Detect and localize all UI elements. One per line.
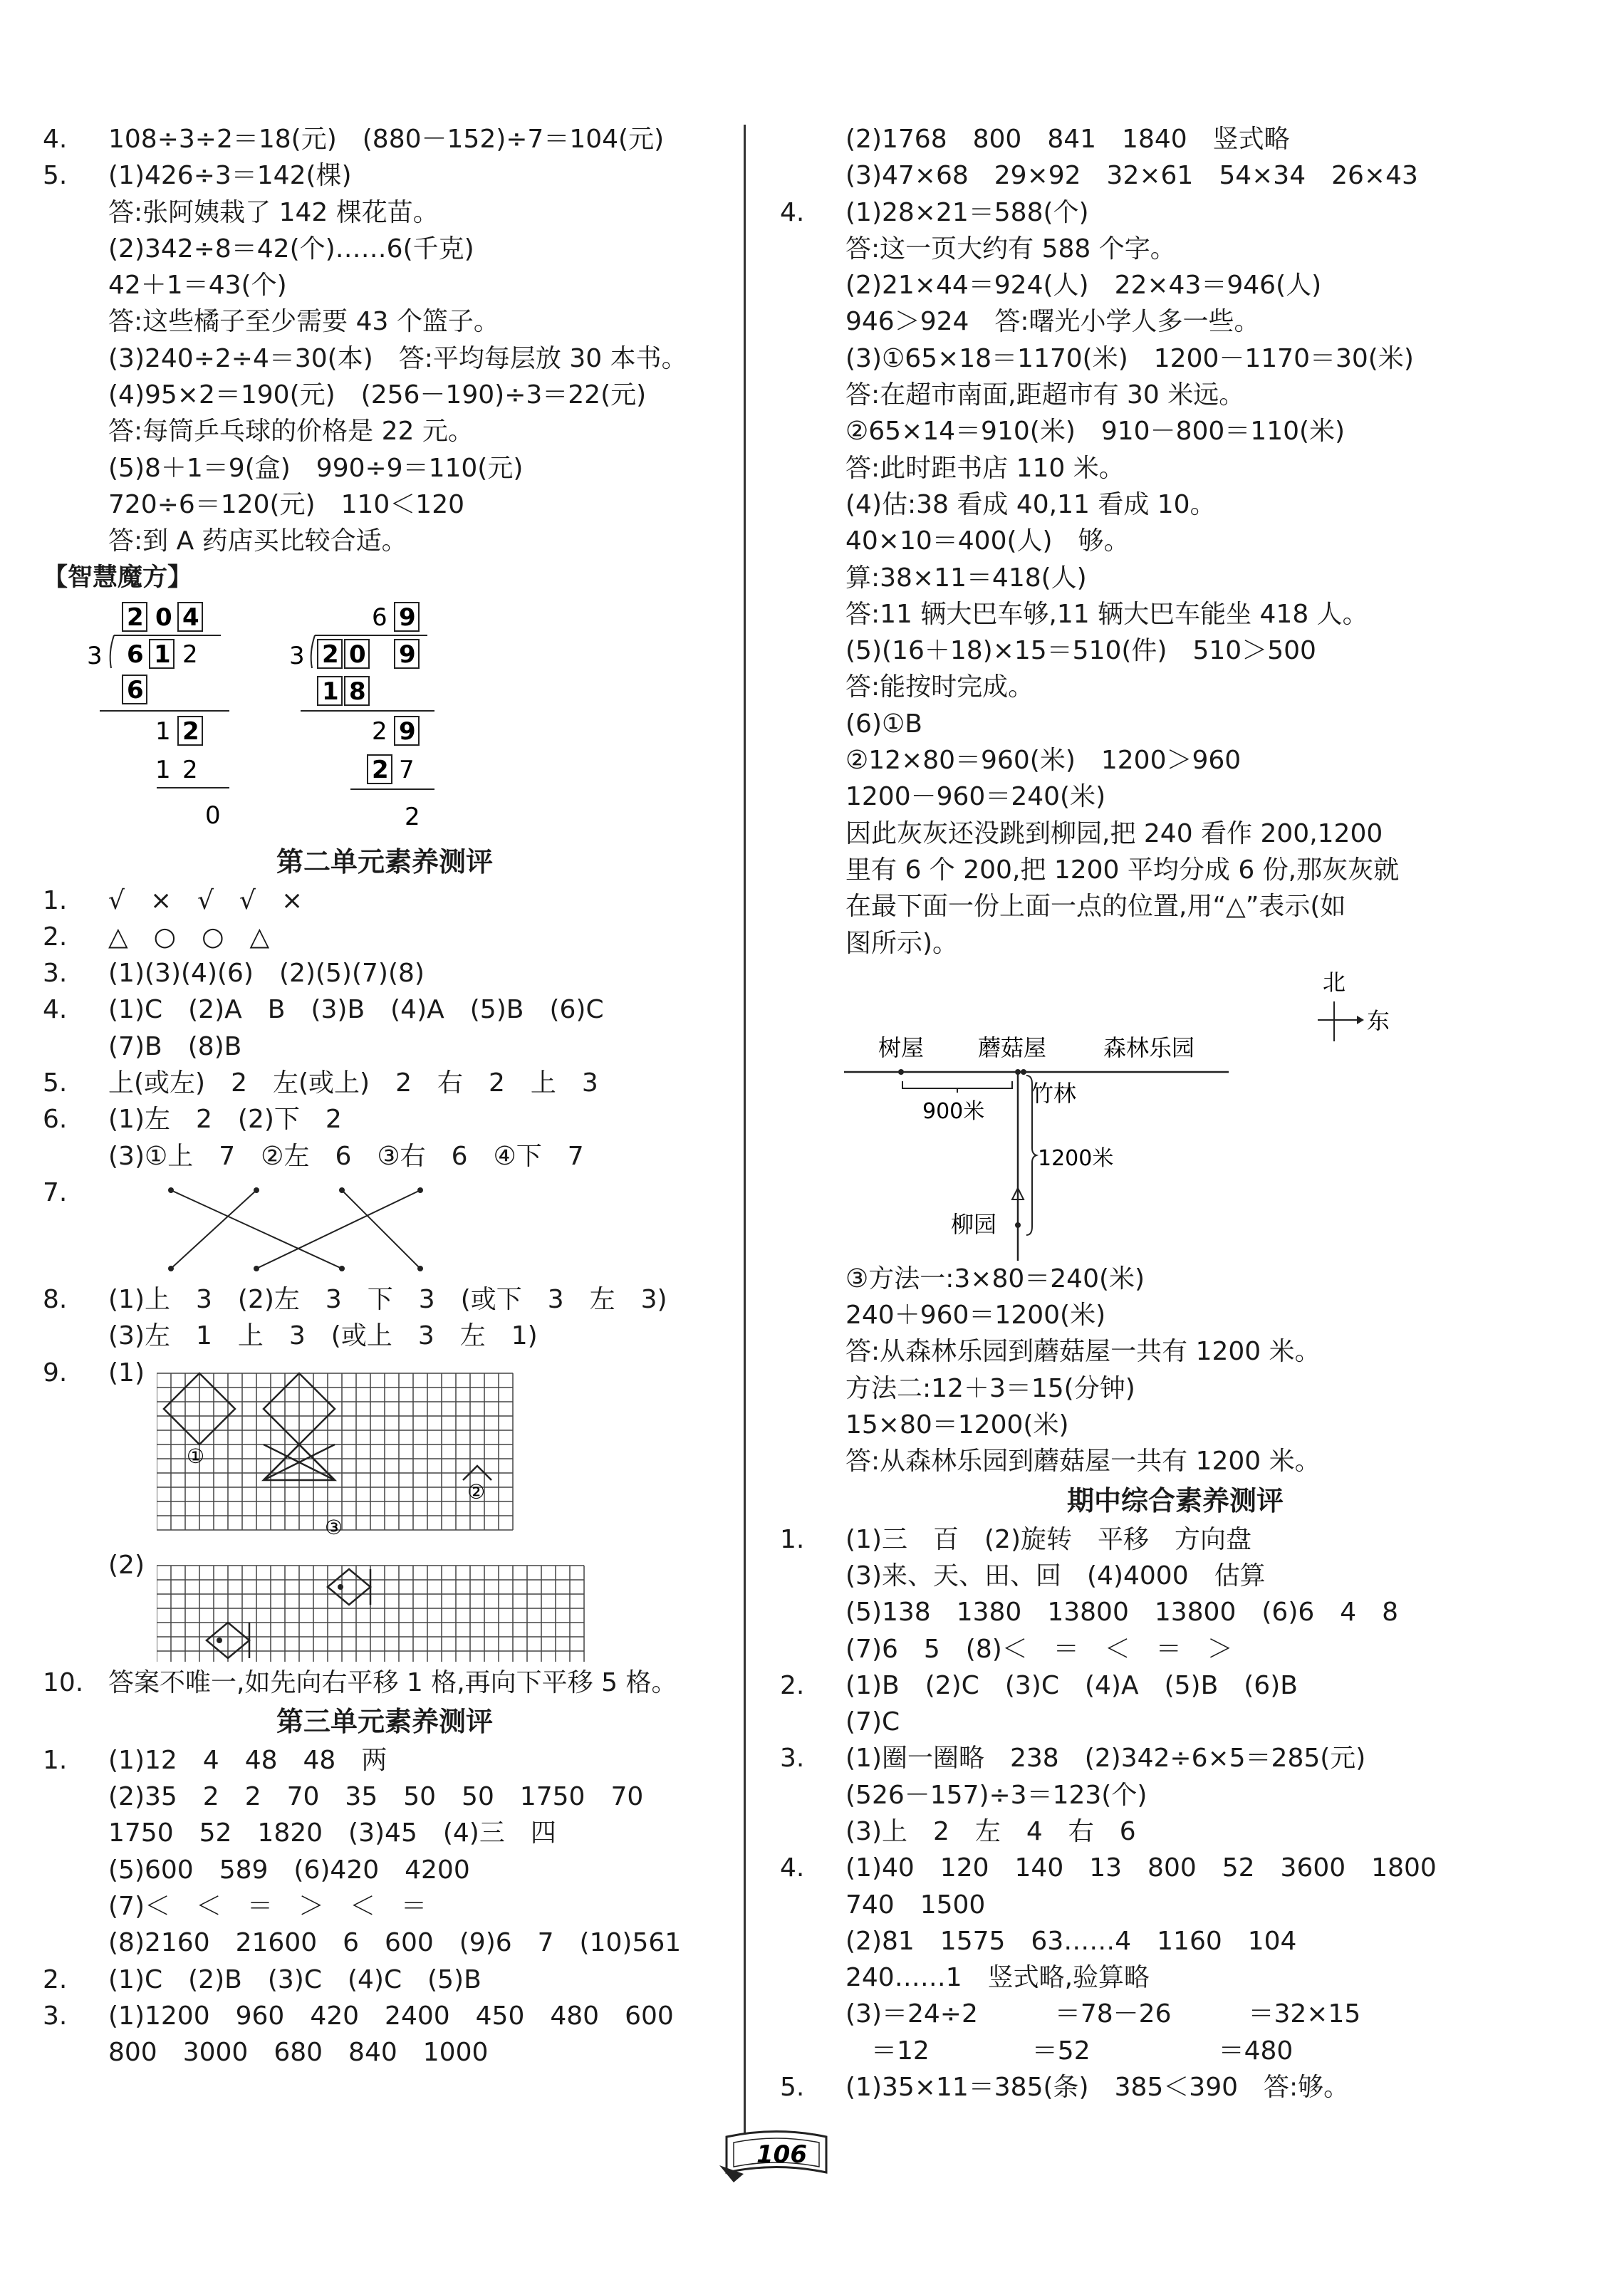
answer-text: (1)28×21＝588(个)	[845, 197, 1089, 227]
d1-digit-b: 1	[154, 640, 171, 669]
answer-line	[43, 450, 727, 486]
q7-matching-lines	[121, 1175, 477, 1281]
answer-line	[43, 377, 727, 413]
answer-text: ③方法一:3×80＝240(米)	[845, 1264, 1145, 1293]
grid-label-3: ③	[325, 1515, 343, 1539]
answer-line	[780, 779, 1571, 815]
answer-text: (1)426÷3＝142(棵)	[108, 161, 352, 191]
unit2-answer-text: △ ○ ○ △	[108, 922, 270, 952]
answer-text: 42＋1＝43(个)	[108, 271, 287, 301]
answer-line	[780, 816, 1571, 852]
midterm-answer-text: 740 1500	[845, 1890, 986, 1920]
answer-text: 里有 6 个 200,把 1200 平均分成 6 份,那灰灰就	[845, 855, 1400, 885]
answer-text: 答:从森林乐园到蘑菇屋一共有 1200 米。	[845, 1447, 1321, 1477]
unit2-answer-line	[43, 991, 727, 1028]
unit3-answer-text: 800 3000 680 840 1000	[108, 2038, 489, 2068]
q2-digit-a: 6	[372, 603, 387, 632]
answer-line	[780, 596, 1571, 632]
unit2-title: 第二单元素养测评	[276, 845, 493, 878]
unit3-answer-line	[43, 1888, 727, 1925]
midterm-answer-text: (7)C	[845, 1707, 900, 1737]
unit2-answer-text: (3)左 1 上 3 (或上 3 左 1)	[108, 1321, 538, 1351]
unit3-answer-number: 1.	[43, 1745, 68, 1775]
answer-line	[780, 523, 1571, 559]
answer-text: 答:这一页大约有 588 个字。	[845, 234, 1176, 264]
unit3-answer-line	[43, 2034, 727, 2071]
answer-text: 15×80＝1200(米)	[845, 1410, 1069, 1440]
s1b-digit-b: 8	[349, 677, 366, 706]
answer-text: 答:这些橘子至少需要 43 个篮子。	[108, 307, 499, 337]
d1-digit-c: 2	[182, 640, 198, 669]
unit2-answer-number: 5.	[43, 1068, 68, 1098]
midterm-answer-text: ＝12 ＝52 ＝480	[845, 2036, 1294, 2066]
right-answers-part1	[780, 121, 1571, 962]
answer-line	[780, 377, 1571, 413]
unit2-answer-line	[43, 1281, 727, 1318]
midterm-answer-text: (2)81 1575 63……4 1160 104	[845, 1926, 1297, 1956]
answer-line	[43, 194, 727, 231]
answer-line	[780, 1443, 1571, 1479]
answer-line	[780, 450, 1571, 486]
midterm-answer-text: (1)35×11＝385(条) 385＜390 答:够。	[845, 2073, 1350, 2103]
unit3-answer-text: (1)1200 960 420 2400 450 480 600	[108, 2001, 674, 2031]
s1b-digit-a: 1	[322, 677, 339, 706]
moguwu-label: 蘑菇屋	[978, 1034, 1047, 1061]
midterm-answer-line	[780, 1813, 1571, 1850]
midterm-answer-line	[780, 1521, 1571, 1558]
r1-digit-b: 2	[182, 717, 199, 746]
midterm-answer-text: (1)40 120 140 13 800 52 3600 1800	[845, 1853, 1437, 1883]
answer-text: (5)(16＋18)×15＝510(件) 510＞500	[845, 636, 1316, 666]
midterm-answer-text: (7)6 5 (8)＜ ＝ ＜ ＝ ＞	[845, 1634, 1233, 1664]
answer-text: 答:每筒乒乓球的价格是 22 元。	[108, 417, 474, 447]
s2b-digit-b: 7	[399, 755, 415, 784]
midterm-answer-line	[780, 1667, 1571, 1704]
answer-text: 答:张阿姨栽了 142 棵花苗。	[108, 197, 439, 227]
divisor-2: 3	[289, 641, 305, 670]
answer-line	[780, 852, 1571, 888]
unit2-answer-text: √ × √ √ ×	[108, 885, 303, 915]
answer-line	[780, 560, 1571, 596]
r1b-digit-a: 2	[372, 717, 387, 746]
unit3-answer-text: 1750 52 1820 (3)45 (4)三 四	[108, 1818, 556, 1848]
unit3-answer-text: (1)12 4 48 48 两	[108, 1745, 387, 1775]
unit3-answer-number: 2.	[43, 1964, 68, 1994]
unit3-answer-text: (1)C (2)B (3)C (4)C (5)B	[108, 1964, 482, 1994]
midterm-answer-line	[780, 2069, 1571, 2105]
unit3-title: 第三单元素养测评	[276, 1705, 493, 1737]
unit3-answer-text: (7)＜ ＜ ＝ ＞ ＜ ＝	[108, 1892, 427, 1922]
unit2-answer-line	[43, 883, 727, 919]
answer-text: (3)①65×18＝1170(米) 1200－1170＝30(米)	[845, 343, 1414, 373]
answer-line	[43, 303, 727, 340]
r1-digit-a: 1	[155, 717, 171, 746]
unit3-answer-line	[43, 1815, 727, 1851]
unit2-answer-line	[43, 955, 727, 991]
midterm-answer-line	[780, 1887, 1571, 1923]
midterm-answer-text: (3)上 2 左 4 右 6	[845, 1816, 1136, 1846]
answer-line	[43, 413, 727, 449]
midterm-answer-number: 5.	[780, 2073, 805, 2103]
unit3-answer-line	[43, 1962, 727, 1998]
midterm-answer-line	[780, 1996, 1571, 2032]
unit2-answer-text: (3)①上 7 ②左 6 ③右 6 ④下 7	[108, 1141, 584, 1171]
answer-text: 108÷3÷2＝18(元) (880－152)÷7＝104(元)	[108, 125, 665, 154]
answer-text: 答:在超市南面,距超市有 30 米远。	[845, 380, 1245, 410]
unit3-answer-text: (5)600 589 (6)420 4200	[108, 1855, 470, 1885]
answer-line	[780, 925, 1571, 962]
midterm-answer-line	[780, 1704, 1571, 1740]
right-column	[780, 121, 1571, 2105]
answer-line	[780, 1370, 1571, 1407]
q1-digit-c: 4	[182, 603, 199, 632]
unit2-answer-line	[43, 1318, 727, 1354]
q10-text: 答案不唯一,如先向右平移 1 格,再向下平移 5 格。	[108, 1667, 677, 1697]
answer-line	[43, 157, 727, 194]
midterm-answer-line	[780, 1923, 1571, 1959]
answer-line	[780, 486, 1571, 523]
answer-text: 答:能按时完成。	[845, 672, 1034, 702]
d2-digit-b: 0	[349, 640, 366, 669]
midterm-answer-text: (526－157)÷3＝123(个)	[845, 1780, 1147, 1810]
unit2-answer-line	[43, 1138, 727, 1175]
answer-text: (6)①B	[845, 709, 922, 739]
unit2-answer-text: (1)左 2 (2)下 2	[108, 1105, 342, 1135]
liuyuan-label: 柳园	[951, 1210, 997, 1238]
unit2-answer-line	[43, 1065, 727, 1101]
answer-text: ②65×14＝910(米) 910－800＝110(米)	[845, 417, 1345, 447]
page-number: 106	[756, 2140, 807, 2169]
midterm-answer-text: (1)圈一圈略 238 (2)342÷6×5＝285(元)	[845, 1744, 1366, 1774]
unit3-answer-number: 3.	[43, 2001, 68, 2031]
unit2-answer-text: (7)B (8)B	[108, 1031, 242, 1061]
midterm-answer-line	[780, 1959, 1571, 1996]
answer-text: 方法二:12＋3＝15(分钟)	[845, 1373, 1135, 1403]
q7-number: 7.	[43, 1177, 68, 1207]
answer-line	[780, 1297, 1571, 1333]
midterm-answer-text: (3)＝24÷2 ＝78－26 ＝32×15	[845, 1999, 1361, 2029]
left-answers-part1	[43, 121, 727, 560]
q9-part1-label: (1)	[108, 1358, 145, 1388]
midterm-answer-line	[780, 2033, 1571, 2069]
unit2-answer-number: 2.	[43, 922, 68, 952]
s1-digit: 6	[127, 675, 144, 704]
q9-grid-2-block	[43, 1547, 727, 1665]
unit2-answer-line	[43, 1101, 727, 1138]
divisor-1: 3	[87, 641, 103, 670]
answer-text: (2)21×44＝924(人) 22×43＝946(人)	[845, 271, 1322, 301]
answer-text: 946＞924 答:曙光小学人多一些。	[845, 307, 1260, 337]
unit2-answer-line	[43, 919, 727, 955]
q10-number: 10.	[43, 1667, 84, 1697]
answer-text: 在最下面一份上面一点的位置,用“△”表示(如	[845, 892, 1346, 922]
d1-digit-a: 6	[127, 640, 144, 669]
answer-number: 4.	[780, 197, 805, 227]
answer-line	[780, 121, 1571, 157]
division-puzzle-2	[289, 603, 434, 831]
s2-digit-b: 2	[182, 755, 198, 784]
unit3-answer-line	[43, 1925, 727, 1961]
r1b-digit-b: 9	[399, 717, 416, 746]
s2b-digit-a: 2	[372, 755, 389, 784]
answer-line	[780, 742, 1571, 779]
q9-number: 9.	[43, 1358, 68, 1388]
q1-digit-b: 0	[155, 603, 172, 632]
q9-part2-label: (2)	[108, 1550, 145, 1580]
answer-line	[780, 1333, 1571, 1370]
grid-label-2: ②	[467, 1479, 486, 1504]
magic-section-title: 【智慧魔方】	[43, 563, 193, 592]
north-label: 北	[1323, 968, 1346, 996]
unit2-answers-part2	[43, 1281, 727, 1355]
unit2-answer-text: (1)上 3 (2)左 3 下 3 (或下 3 左 3)	[108, 1284, 667, 1314]
unit3-answer-line	[43, 1998, 727, 2034]
unit2-answer-line	[43, 1029, 727, 1065]
page-number-badge	[712, 2123, 840, 2187]
unit2-answer-number: 6.	[43, 1105, 68, 1135]
answer-line	[43, 267, 727, 303]
left-column	[43, 121, 727, 2071]
midterm-answer-text: (1)B (2)C (3)C (4)A (5)B (6)B	[845, 1670, 1298, 1700]
midterm-answer-number: 2.	[780, 1670, 805, 1700]
d2-digit-c: 9	[399, 640, 416, 669]
answer-text: 240＋960＝1200(米)	[845, 1301, 1106, 1331]
unit3-answer-line	[43, 1742, 727, 1779]
midterm-answer-line	[780, 1558, 1571, 1594]
q2-digit-b: 9	[399, 603, 416, 632]
d2-digit-a: 2	[322, 640, 339, 669]
answer-line	[780, 1407, 1571, 1443]
answer-text: (2)342÷8＝42(个)……6(千克)	[108, 234, 474, 264]
unit2-answer-number: 3.	[43, 959, 68, 989]
shuwu-label: 树屋	[878, 1034, 925, 1061]
division-puzzle-1	[87, 603, 229, 830]
answer-line	[780, 157, 1571, 194]
midterm-answer-text: 240……1 竖式略,验算略	[845, 1963, 1150, 1993]
answer-text: (2)1768 800 841 1840 竖式略	[845, 125, 1290, 154]
midterm-answer-number: 3.	[780, 1744, 805, 1774]
grid-label-1: ①	[187, 1444, 205, 1468]
q1-digit-a: 2	[127, 603, 144, 632]
midterm-answer-number: 1.	[780, 1524, 805, 1554]
unit2-answer-number: 1.	[43, 885, 68, 915]
answer-line	[43, 121, 727, 157]
midterm-answer-number: 4.	[780, 1853, 805, 1883]
answer-line	[43, 486, 727, 523]
unit2-answer-text: (1)(3)(4)(6) (2)(5)(7)(8)	[108, 959, 425, 989]
distance-900: 900米	[922, 1098, 985, 1124]
answer-line	[780, 340, 1571, 377]
answer-text: 图所示)。	[845, 928, 959, 958]
answer-text: 答:从森林乐园到蘑菇屋一共有 1200 米。	[845, 1337, 1321, 1367]
answer-text: 答:到 A 药店买比较合适。	[108, 526, 407, 556]
unit3-answers	[43, 1742, 727, 2071]
answer-text: 答:此时距书店 110 米。	[845, 453, 1125, 483]
answer-line	[43, 523, 727, 559]
answer-line	[43, 340, 727, 377]
answer-text: 720÷6＝120(元) 110＜120	[108, 489, 465, 519]
answer-line	[780, 1261, 1571, 1297]
answer-line	[780, 303, 1571, 340]
unit2-answers	[43, 883, 727, 1175]
answer-text: 40×10＝400(人) 够。	[845, 526, 1130, 556]
answer-text: (4)95×2＝190(元) (256－190)÷3＝22(元)	[108, 380, 647, 410]
route-map	[844, 962, 1485, 1261]
midterm-answer-text: (1)三 百 (2)旋转 平移 方向盘	[845, 1524, 1251, 1554]
midterm-answer-line	[780, 1631, 1571, 1667]
unit3-answer-text: (8)2160 21600 6 600 (9)6 7 (10)561	[108, 1928, 682, 1958]
answer-text: (3)240÷2÷4＝30(本) 答:平均每层放 30 本书。	[108, 343, 687, 373]
answer-text: ②12×80＝960(米) 1200＞960	[845, 746, 1242, 776]
midterm-answer-line	[780, 1850, 1571, 1886]
unit3-answer-line	[43, 1852, 727, 1888]
midterm-title: 期中综合素养测评	[1066, 1484, 1284, 1516]
midterm-answers	[780, 1521, 1571, 2106]
distance-1200: 1200米	[1038, 1145, 1114, 1171]
remainder-1: 0	[205, 801, 221, 830]
unit2-answer-text: (1)C (2)A B (3)B (4)A (5)B (6)C	[108, 995, 604, 1025]
s2-digit-a: 1	[155, 755, 171, 784]
unit2-answer-text: 上(或左) 2 左(或上) 2 右 2 上 3	[108, 1068, 598, 1098]
answer-line	[780, 231, 1571, 267]
column-divider	[744, 125, 746, 2133]
answer-line	[780, 669, 1571, 705]
midterm-answer-line	[780, 1740, 1571, 1776]
senlin-label: 森林乐园	[1103, 1034, 1195, 1061]
answer-line	[780, 413, 1571, 449]
q10-line	[43, 1665, 727, 1701]
remainder-2: 2	[405, 802, 420, 831]
midterm-answer-text: (3)来、天、田、回 (4)4000 估算	[845, 1561, 1266, 1591]
answer-text: 因此灰灰还没跳到柳园,把 240 看作 200,1200	[845, 818, 1383, 848]
unit3-answer-line	[43, 1779, 727, 1815]
answer-number: 5.	[43, 161, 68, 191]
east-label: 东	[1367, 1006, 1390, 1034]
answer-text: (4)估:38 看成 40,11 看成 10。	[845, 489, 1216, 519]
answer-line	[780, 888, 1571, 925]
answer-line	[780, 706, 1571, 742]
midterm-answer-text: (5)138 1380 13800 13800 (6)6 4 8	[845, 1598, 1399, 1628]
unit2-answer-number: 4.	[43, 995, 68, 1025]
answer-line	[43, 231, 727, 267]
unit3-answer-text: (2)35 2 2 70 35 50 50 1750 70	[108, 1782, 644, 1812]
q9-grid-1-block	[43, 1355, 727, 1547]
answer-text: (5)8＋1＝9(盒) 990÷9＝110(元)	[108, 453, 524, 483]
q9-grid-2	[157, 1551, 598, 1662]
answer-number: 4.	[43, 125, 68, 154]
midterm-answer-line	[780, 1777, 1571, 1813]
answer-text: 答:11 辆大巴车够,11 辆大巴车能坐 418 人。	[845, 599, 1368, 629]
answer-text: 算:38×11＝418(人)	[845, 563, 1087, 593]
right-answers-part2	[780, 1261, 1571, 1480]
division-puzzles	[43, 595, 727, 841]
unit2-answer-number: 8.	[43, 1284, 68, 1314]
midterm-answer-line	[780, 1594, 1571, 1630]
q9-grid-1	[157, 1359, 556, 1551]
answer-line	[780, 632, 1571, 669]
zhulin-label: 竹林	[1031, 1079, 1077, 1107]
q7-block	[43, 1175, 727, 1281]
answer-line	[780, 194, 1571, 231]
answer-text: (3)47×68 29×92 32×61 54×34 26×43	[845, 161, 1418, 191]
answer-text: 1200－960＝240(米)	[845, 782, 1106, 812]
answer-line	[780, 267, 1571, 303]
